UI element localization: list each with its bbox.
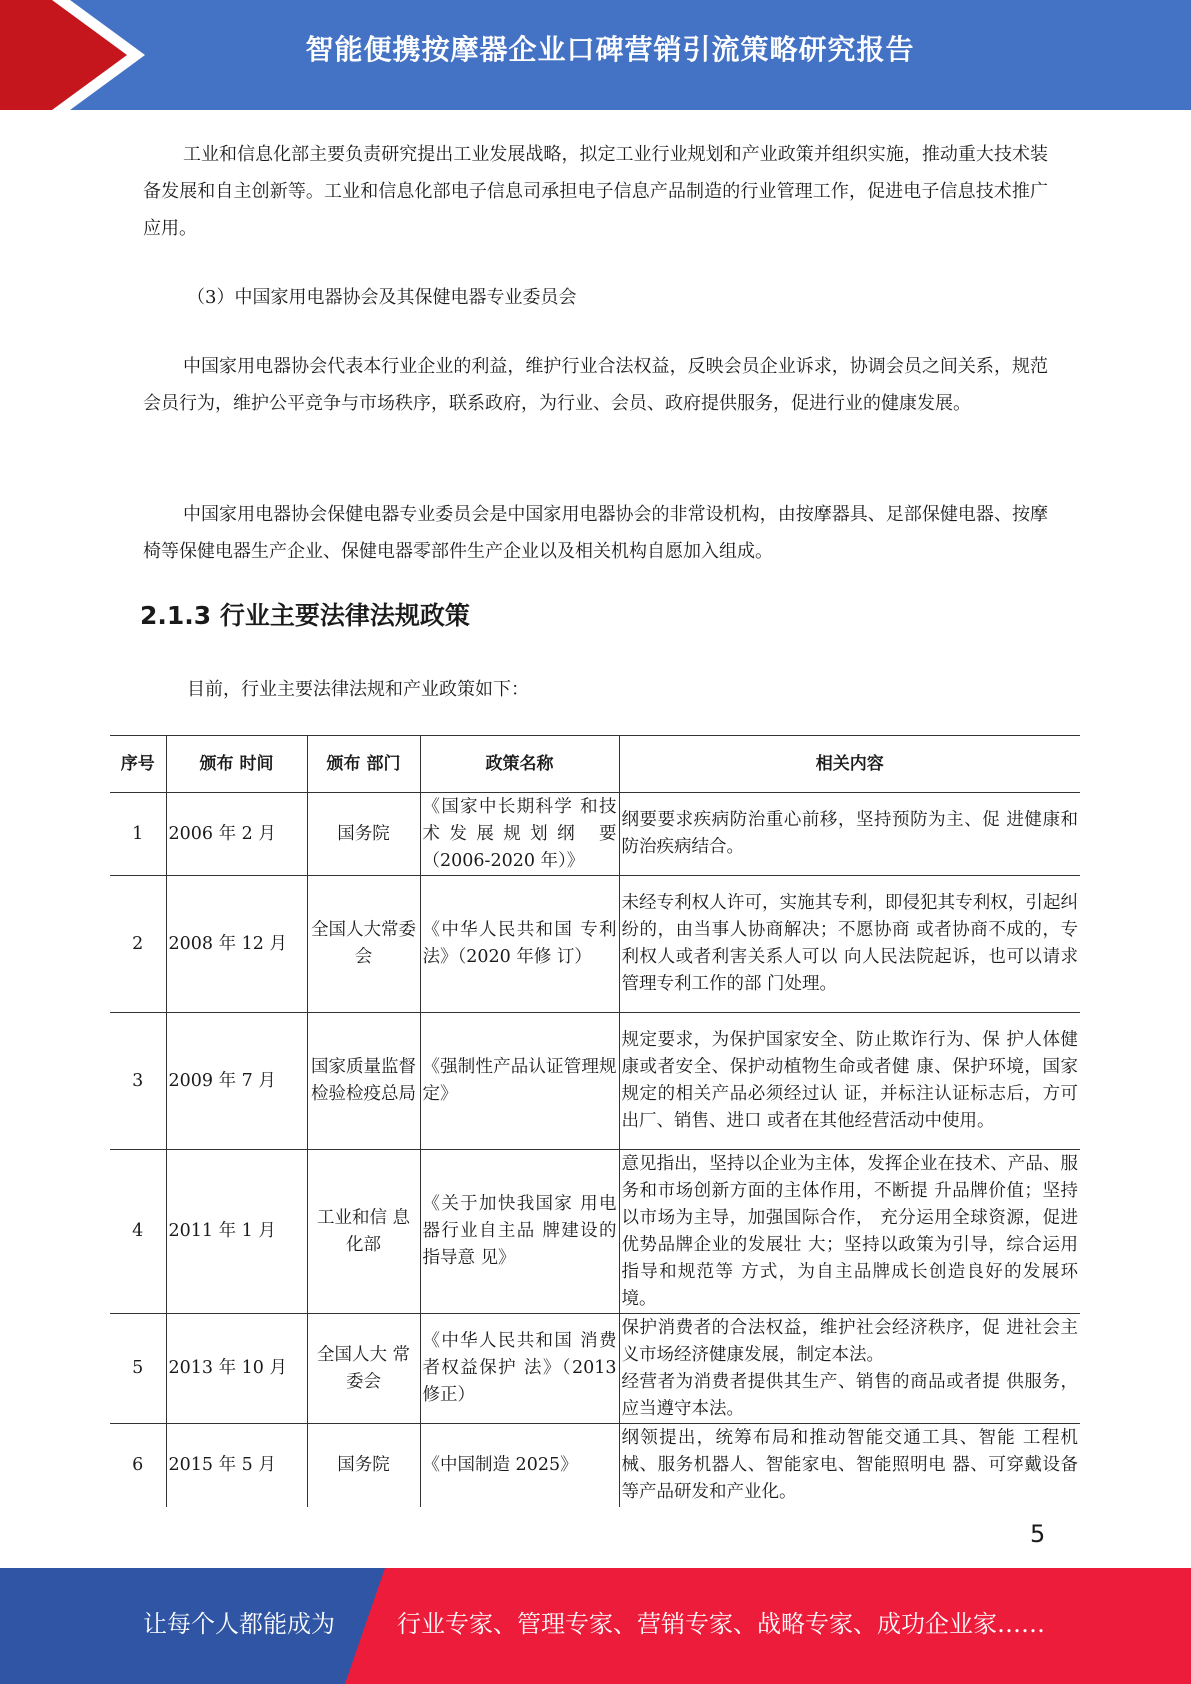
table-row bbox=[110, 1314, 1080, 1424]
footer-slogan-right: 行业专家、管理专家、营销专家、战略专家、成功企业家…… bbox=[397, 1610, 1045, 1638]
row-policy-name: 《强制性产品认证管理规定》 bbox=[420, 1013, 619, 1150]
table-row bbox=[110, 1150, 1080, 1314]
header-arrow-red bbox=[0, 0, 127, 110]
row-date: 2009 年 7 月 bbox=[166, 1013, 307, 1150]
row-dept: 国务院 bbox=[307, 1424, 420, 1507]
row-content: 未经专利权人许可，实施其专利，即侵犯其专利权，引起纠纷的，由当事人协商解决；不愿协商 或者协商不成的，专利权人或者利害关系人可以 向人民法院起诉，也可以请求管理专利工作的部 门处理。 bbox=[619, 876, 1080, 1013]
table-row bbox=[110, 1424, 1080, 1507]
row-content: 纲领提出，统筹布局和推动智能交通工具、智能 工程机械、服务机器人、智能家电、智能照明电 器、可穿戴设备等产品研发和产业化。 bbox=[619, 1424, 1080, 1507]
footer-slogan-left: 让每个人都能成为 bbox=[143, 1610, 335, 1638]
policy-table bbox=[110, 735, 1080, 1507]
row-date: 2011 年 1 月 bbox=[166, 1150, 307, 1314]
table-intro: 目前，行业主要法律法规和产业政策如下： bbox=[187, 679, 529, 700]
row-dept: 全国人大常委会 bbox=[307, 876, 420, 1013]
document-title: 智能便携按摩器企业口碑营销引流策略研究报告 bbox=[305, 33, 915, 66]
table-row bbox=[110, 793, 1080, 876]
row-date: 2006 年 2 月 bbox=[166, 793, 307, 876]
row-no: 3 bbox=[110, 1013, 166, 1150]
row-dept: 工业和信 息化部 bbox=[307, 1150, 420, 1314]
row-policy-name: 《中华人民共和国 专利法》（2020 年修 订） bbox=[420, 876, 619, 1013]
row-no: 5 bbox=[110, 1314, 166, 1424]
row-dept: 国家质量监督检验检疫总局 bbox=[307, 1013, 420, 1150]
header-dept: 颁布 部门 bbox=[307, 736, 420, 793]
row-date: 2008 年 12 月 bbox=[166, 876, 307, 1013]
row-content: 规定要求，为保护国家安全、防止欺诈行为、保 护人体健康或者安全、保护动植物生命或者健 康、保护环境，国家规定的相关产品必须经过认 证，并标注认证标志后，方可出厂、销售、进口 或者在其他经营活动中使用。 bbox=[619, 1013, 1080, 1150]
row-no: 1 bbox=[110, 793, 166, 876]
row-dept: 国务院 bbox=[307, 793, 420, 876]
page-number: 5 bbox=[1030, 1520, 1046, 1548]
row-policy-name: 《中华人民共和国 消费者权益保护 法》（2013 修正） bbox=[420, 1314, 619, 1424]
header-content: 相关内容 bbox=[619, 736, 1080, 793]
page-footer bbox=[0, 1568, 1191, 1684]
subheading-appliance-association: （3）中国家用电器协会及其保健电器专业委员会 bbox=[187, 287, 577, 308]
row-dept: 全国人大 常委会 bbox=[307, 1314, 420, 1424]
header-date: 颁布 时间 bbox=[166, 736, 307, 793]
header-no: 序号 bbox=[110, 736, 166, 793]
row-no: 6 bbox=[110, 1424, 166, 1507]
row-content: 意见指出，坚持以企业为主体，发挥企业在技术、产品、服务和市场创新方面的主体作用，不断提 升品牌价值；坚持以市场为主导，加强国际合作， 充分运用全球资源，促进优势品牌企业的发展壮 大；坚持以政策为引导，综合运用指导和规范等 方式，为自主品牌成长创造良好的发展环境。 bbox=[619, 1150, 1080, 1314]
header-policy-name: 政策名称 bbox=[420, 736, 619, 793]
section-heading: 2.1.3 行业主要法律法规政策 bbox=[140, 601, 470, 630]
table-header-row bbox=[110, 736, 1080, 793]
row-date: 2013 年 10 月 bbox=[166, 1314, 307, 1424]
row-content: 保护消费者的合法权益，维护社会经济秩序，促 进社会主义市场经济健康发展，制定本法。 经营者为消费者提供其生产、销售的商品或者提 供服务，应当遵守本法。 bbox=[619, 1314, 1080, 1424]
body-paragraph-2: 中国家用电器协会代表本行业企业的利益，维护行业合法权益，反映会员企业诉求，协调会员之间关系，规范会员行为，维护公平竞争与市场秩序，联系政府，为行业、会员、政府提供服务，促进行业的健康发展。 bbox=[143, 356, 1048, 414]
table-row bbox=[110, 876, 1080, 1013]
row-no: 2 bbox=[110, 876, 166, 1013]
row-date: 2015 年 5 月 bbox=[166, 1424, 307, 1507]
row-no: 4 bbox=[110, 1150, 166, 1314]
page-header bbox=[0, 0, 1191, 110]
row-policy-name: 《国家中长期科学 和技术发展规划纲 要（2006-2020 年）》 bbox=[420, 793, 619, 876]
row-policy-name: 《关于加快我国家 用电器行业自主品 牌建设的指导意 见》 bbox=[420, 1150, 619, 1314]
row-content: 纲要要求疾病防治重心前移，坚持预防为主、促 进健康和防治疾病结合。 bbox=[619, 793, 1080, 876]
row-policy-name: 《中国制造 2025》 bbox=[420, 1424, 619, 1507]
table-row bbox=[110, 1013, 1080, 1150]
body-paragraph-1: 工业和信息化部主要负责研究提出工业发展战略，拟定工业行业规划和产业政策并组织实施，推动重大技术装备发展和自主创新等。工业和信息化部电子信息司承担电子信息产品制造的行业管理工作，促进电子信息技术推广应用。 bbox=[143, 144, 1048, 239]
body-paragraph-3: 中国家用电器协会保健电器专业委员会是中国家用电器协会的非常设机构，由按摩器具、足部保健电器、按摩椅等保健电器生产企业、保健电器零部件生产企业以及相关机构自愿加入组成。 bbox=[143, 504, 1048, 562]
